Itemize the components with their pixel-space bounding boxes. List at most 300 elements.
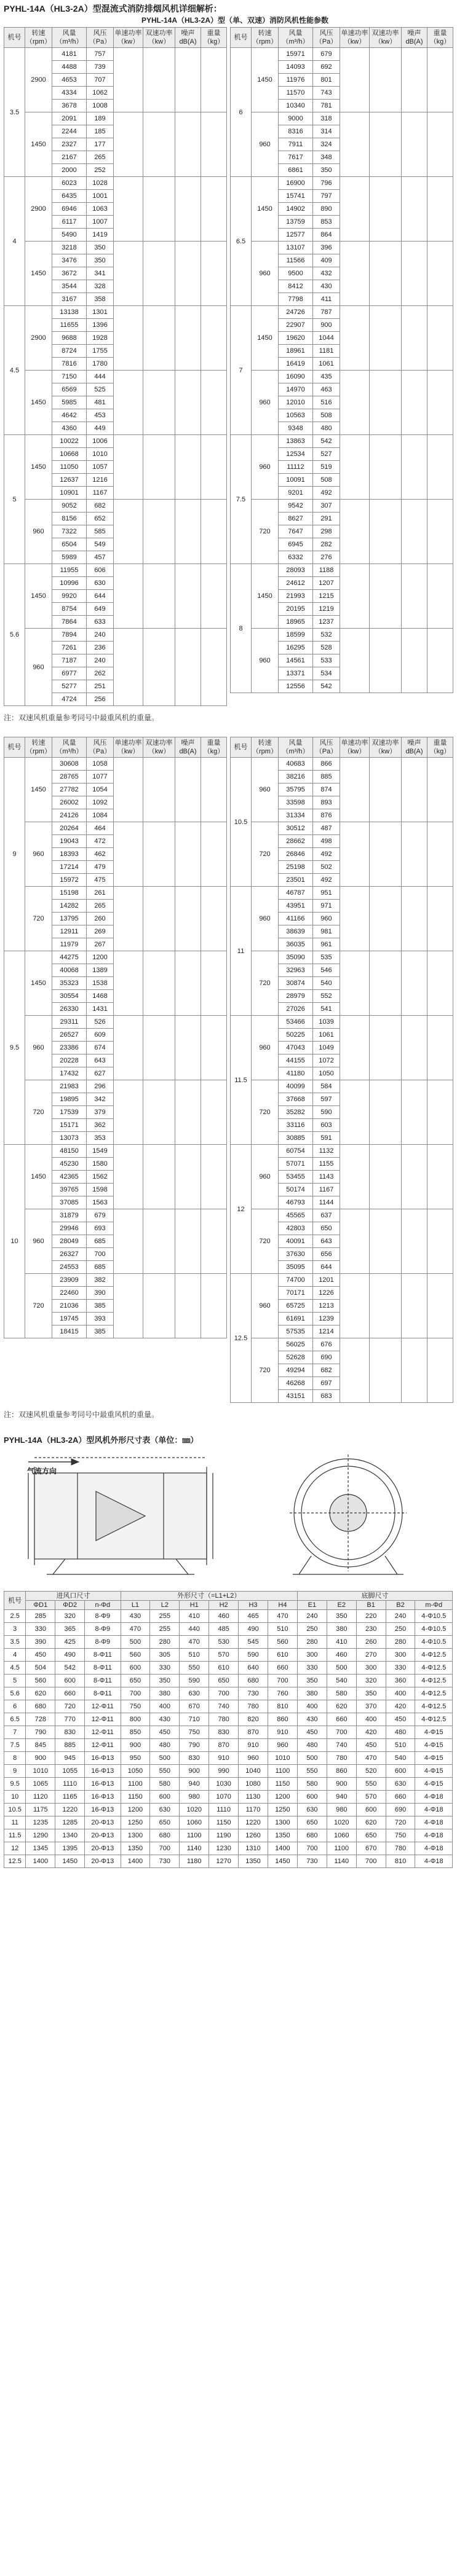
flow-cell: 28049 <box>52 1235 87 1248</box>
dim-cell-h3: 1170 <box>239 1804 268 1816</box>
pressure-cell: 502 <box>313 861 340 874</box>
speed-cell: 960 <box>25 822 52 887</box>
flow-cell: 30874 <box>279 977 313 990</box>
dual-power-cell <box>143 822 175 887</box>
dim-cell-no: 3 <box>4 1623 26 1636</box>
dim-cell-h4: 470 <box>268 1610 297 1623</box>
flow-cell: 7617 <box>279 151 313 164</box>
flow-cell: 23386 <box>52 1042 87 1054</box>
weight-cell <box>427 629 453 693</box>
flow-cell: 5989 <box>52 551 87 564</box>
pressure-cell: 585 <box>87 525 114 538</box>
speed-cell: 1450 <box>252 306 279 371</box>
dim-header-b2: B2 <box>386 1601 415 1610</box>
flow-cell: 5277 <box>52 680 87 693</box>
dim-cell-b1: 520 <box>356 1765 386 1778</box>
pressure-cell: 189 <box>87 112 114 125</box>
dim-cell-b1: 650 <box>356 1829 386 1842</box>
dim-cell-b2: 810 <box>386 1855 415 1868</box>
table-row <box>4 1209 227 1222</box>
dim-cell-no: 12.5 <box>4 1855 26 1868</box>
table-header-row <box>231 28 453 48</box>
pressure-cell: 492 <box>313 874 340 887</box>
flow-cell: 6435 <box>52 190 87 203</box>
dim-cell-b2: 780 <box>386 1842 415 1855</box>
single-power-cell <box>340 1016 370 1080</box>
dim-cell-l1: 750 <box>121 1700 150 1713</box>
pressure-cell: 1188 <box>313 564 340 577</box>
flow-cell: 15972 <box>52 874 87 887</box>
inlet-flange-header: 进风口尺寸 <box>26 1592 121 1601</box>
flow-cell: 43151 <box>279 1390 313 1403</box>
noise-header: 噪声 dB(A) <box>402 28 427 48</box>
single-power-cell <box>340 1338 370 1403</box>
dim-cell-d2: 660 <box>55 1687 85 1700</box>
pressure-cell: 700 <box>87 1248 114 1261</box>
table-header-row <box>4 28 227 48</box>
pressure-cell: 519 <box>313 461 340 474</box>
pressure-cell: 267 <box>87 938 114 951</box>
dual-power-cell <box>143 1145 175 1209</box>
table-row <box>231 177 453 190</box>
dim-cell-l2: 580 <box>150 1778 180 1791</box>
flow-cell: 7816 <box>52 358 87 371</box>
pressure-cell: 444 <box>87 371 114 383</box>
flow-cell: 46793 <box>279 1196 313 1209</box>
dim-header-l1: L1 <box>121 1601 150 1610</box>
pressure-cell: 644 <box>313 1261 340 1274</box>
dim-cell-d1: 1400 <box>26 1855 55 1868</box>
speed-cell: 1450 <box>25 951 52 1016</box>
speed-cell: 720 <box>252 822 279 887</box>
dim-cell-l2: 480 <box>150 1739 180 1752</box>
flow-cell: 42803 <box>279 1222 313 1235</box>
speed-cell: 960 <box>252 887 279 951</box>
dim-cell-l2: 550 <box>150 1765 180 1778</box>
flow-cell: 12577 <box>279 229 313 242</box>
noise-cell <box>402 306 427 371</box>
dim-cell-b2: 720 <box>386 1816 415 1829</box>
dim-cell-l1: 800 <box>121 1713 150 1726</box>
flow-header: 风量（m³/h） <box>52 737 87 758</box>
pressure-cell: 481 <box>87 396 114 409</box>
machine-no-cell: 6 <box>231 48 252 177</box>
dual-power-cell <box>370 1145 402 1209</box>
speed-cell: 960 <box>252 435 279 500</box>
dual-power-cell <box>370 951 402 1016</box>
airflow-arrow <box>28 1459 79 1465</box>
single-power-cell <box>340 306 370 371</box>
pressure-cell: 787 <box>313 306 340 319</box>
pressure-cell: 1780 <box>87 358 114 371</box>
pressure-cell: 1049 <box>313 1042 340 1054</box>
dual-power-cell <box>370 758 402 822</box>
dim-cell-l2: 305 <box>150 1649 180 1662</box>
dim-cell-no: 10.5 <box>4 1804 26 1816</box>
noise-cell <box>175 1016 201 1080</box>
dim-cell-d1: 845 <box>26 1739 55 1752</box>
dim-cell-l1: 1100 <box>121 1778 150 1791</box>
flow-cell: 8156 <box>52 512 87 525</box>
noise-cell <box>175 1209 201 1274</box>
dim-cell-e2: 780 <box>327 1752 356 1765</box>
dim-cell-h4: 1250 <box>268 1804 297 1816</box>
table-row <box>4 1778 453 1791</box>
pressure-cell: 1132 <box>313 1145 340 1158</box>
pressure-cell: 609 <box>87 1029 114 1042</box>
machine-no-header: 机号 <box>4 737 25 758</box>
flow-cell: 35282 <box>279 1106 313 1119</box>
noise-cell <box>402 1145 427 1209</box>
weight-cell <box>427 1338 453 1403</box>
pressure-cell: 430 <box>313 280 340 293</box>
noise-cell <box>402 564 427 629</box>
pressure-cell: 409 <box>313 254 340 267</box>
dim-cell-no: 4.5 <box>4 1662 26 1675</box>
weight-cell <box>201 242 227 306</box>
dim-cell-d1: 728 <box>26 1713 55 1726</box>
dual-power-cell <box>370 435 402 500</box>
noise-cell <box>175 1145 201 1209</box>
weight-cell <box>201 306 227 371</box>
dim-cell-l1: 500 <box>121 1636 150 1649</box>
flow-cell: 4181 <box>52 48 87 61</box>
flow-cell: 12534 <box>279 448 313 461</box>
dim-cell-h2: 460 <box>209 1610 239 1623</box>
machine-no-cell: 5 <box>4 435 25 564</box>
dim-cell-m: 4-Φ18 <box>415 1816 453 1829</box>
noise-cell <box>175 500 201 564</box>
dim-cell-e2: 700 <box>327 1726 356 1739</box>
dim-cell-h4: 910 <box>268 1726 297 1739</box>
flow-cell: 61691 <box>279 1313 313 1325</box>
weight-cell <box>427 48 453 112</box>
single-power-header: 单速功率（kw） <box>114 28 143 48</box>
flow-cell: 18393 <box>52 848 87 861</box>
flow-cell: 7894 <box>52 629 87 642</box>
single-power-cell <box>114 306 143 371</box>
flow-cell: 35795 <box>279 783 313 796</box>
dim-cell-e1: 680 <box>297 1829 327 1842</box>
pressure-cell: 1219 <box>313 603 340 616</box>
dim-cell-h2: 1030 <box>209 1778 239 1791</box>
speed-cell: 720 <box>25 1080 52 1145</box>
pressure-cell: 644 <box>87 590 114 603</box>
pressure-cell: 1144 <box>313 1196 340 1209</box>
flow-cell: 24126 <box>52 809 87 822</box>
weight-cell <box>427 1016 453 1080</box>
single-power-cell <box>114 758 143 822</box>
dim-cell-m: 4-Φ18 <box>415 1804 453 1816</box>
table-row <box>231 758 453 771</box>
flow-cell: 13795 <box>52 913 87 925</box>
weight-note-2: 注：双速风机重量参考同号中最重风机的重量。 <box>4 1410 159 1419</box>
flow-cell: 10996 <box>52 577 87 590</box>
noise-cell <box>402 1274 427 1338</box>
dim-cell-b1: 420 <box>356 1726 386 1739</box>
flow-cell: 26527 <box>52 1029 87 1042</box>
pressure-cell: 1010 <box>87 448 114 461</box>
dual-power-cell <box>143 177 175 242</box>
table-row <box>231 1338 453 1351</box>
dim-cell-h1: 750 <box>180 1726 209 1739</box>
speed-cell: 720 <box>252 1209 279 1274</box>
dim-cell-l1: 1300 <box>121 1829 150 1842</box>
pressure-cell: 541 <box>313 1003 340 1016</box>
pressure-cell: 256 <box>87 693 114 706</box>
flow-cell: 7798 <box>279 293 313 306</box>
dim-cell-d1: 1120 <box>26 1791 55 1804</box>
flow-cell: 6946 <box>52 203 87 216</box>
dim-cell-l2: 400 <box>150 1700 180 1713</box>
noise-cell <box>402 1080 427 1145</box>
dim-cell-h1: 1180 <box>180 1855 209 1868</box>
dim-cell-l2: 255 <box>150 1610 180 1623</box>
dim-cell-m: 4-Φ18 <box>415 1855 453 1868</box>
flow-cell: 33116 <box>279 1119 313 1132</box>
dual-power-cell <box>370 1274 402 1338</box>
pressure-cell: 393 <box>87 1313 114 1325</box>
pressure-cell: 584 <box>313 1080 340 1093</box>
pressure-cell: 652 <box>87 512 114 525</box>
dim-header-l2: L2 <box>150 1601 180 1610</box>
dim-cell-h1: 410 <box>180 1610 209 1623</box>
dim-cell-h4: 560 <box>268 1636 297 1649</box>
dim-cell-h4: 700 <box>268 1675 297 1687</box>
table-row <box>4 1700 453 1713</box>
flow-cell: 28765 <box>52 771 87 783</box>
dual-power-cell <box>143 500 175 564</box>
flow-cell: 3218 <box>52 242 87 254</box>
noise-cell <box>175 177 201 242</box>
dim-cell-h3: 960 <box>239 1752 268 1765</box>
flow-cell: 7150 <box>52 371 87 383</box>
dim-cell-b1: 220 <box>356 1610 386 1623</box>
dim-cell-no: 6 <box>4 1700 26 1713</box>
page-title: PYHL-14A（HL3-2A）型混流式消防排烟风机详细解析： <box>4 4 222 14</box>
pressure-cell: 177 <box>87 138 114 151</box>
dim-cell-h2: 570 <box>209 1649 239 1662</box>
dim-cell-h4: 810 <box>268 1700 297 1713</box>
table-row <box>4 1636 453 1649</box>
weight-header: 重量（kg） <box>427 28 453 48</box>
dim-cell-h2: 485 <box>209 1623 239 1636</box>
flow-cell: 2000 <box>52 164 87 177</box>
dim-cell-b2: 300 <box>386 1649 415 1662</box>
machine-no-cell: 10 <box>4 1145 25 1338</box>
speed-cell: 1450 <box>25 758 52 822</box>
machine-no-cell: 7 <box>231 306 252 435</box>
noise-cell <box>402 48 427 112</box>
pressure-cell: 981 <box>313 925 340 938</box>
dim-cell-l2: 450 <box>150 1726 180 1739</box>
speed-cell: 1450 <box>252 177 279 242</box>
dim-header-b1: B1 <box>356 1601 386 1610</box>
dim-cell-l1: 850 <box>121 1726 150 1739</box>
machine-no-header: 机号 <box>4 1592 26 1610</box>
weight-cell <box>201 177 227 242</box>
table-row <box>4 112 227 125</box>
pressure-cell: 498 <box>313 835 340 848</box>
flow-cell: 28093 <box>279 564 313 577</box>
flow-cell: 13073 <box>52 1132 87 1145</box>
dim-cell-b2: 540 <box>386 1752 415 1765</box>
flow-cell: 6504 <box>52 538 87 551</box>
dim-cell-h4: 860 <box>268 1713 297 1726</box>
flow-cell: 40099 <box>279 1080 313 1093</box>
pressure-cell: 685 <box>87 1235 114 1248</box>
weight-note: 注：双速风机重量参考同号中最重风机的重量。 <box>4 713 159 722</box>
dim-cell-h4: 1150 <box>268 1778 297 1791</box>
speed-cell: 720 <box>25 887 52 951</box>
flow-cell: 37630 <box>279 1248 313 1261</box>
pressure-cell: 435 <box>313 371 340 383</box>
dim-cell-b1: 620 <box>356 1816 386 1829</box>
pressure-cell: 876 <box>313 809 340 822</box>
flow-cell: 14970 <box>279 383 313 396</box>
flow-cell: 16090 <box>279 371 313 383</box>
flow-cell: 25198 <box>279 861 313 874</box>
single-power-cell <box>340 564 370 629</box>
flow-header: 风量（m³/h） <box>279 28 313 48</box>
dim-cell-h2: 990 <box>209 1765 239 1778</box>
dim-cell-h2: 830 <box>209 1726 239 1739</box>
dim-cell-m: 4-Φ18 <box>415 1842 453 1855</box>
flow-cell: 21983 <box>52 1080 87 1093</box>
table-row <box>4 887 227 900</box>
dim-cell-l1: 470 <box>121 1623 150 1636</box>
flow-cell: 43951 <box>279 900 313 913</box>
dim-cell-h2: 1070 <box>209 1791 239 1804</box>
flow-cell: 39765 <box>52 1184 87 1196</box>
table-row <box>4 1804 453 1816</box>
dim-cell-h3: 1130 <box>239 1791 268 1804</box>
pressure-cell: 682 <box>87 500 114 512</box>
dim-cell-d1: 285 <box>26 1610 55 1623</box>
weight-cell <box>201 112 227 177</box>
pressure-cell: 240 <box>87 654 114 667</box>
dim-cell-h3: 820 <box>239 1713 268 1726</box>
pressure-cell: 1431 <box>87 1003 114 1016</box>
dim-cell-h2: 740 <box>209 1700 239 1713</box>
pressure-cell: 679 <box>87 1209 114 1222</box>
table-row <box>4 48 227 61</box>
pressure-cell: 1006 <box>87 435 114 448</box>
flow-cell: 3672 <box>52 267 87 280</box>
dim-cell-h3: 1080 <box>239 1778 268 1791</box>
dim-cell-h3: 640 <box>239 1662 268 1675</box>
flow-cell: 6977 <box>52 667 87 680</box>
dim-cell-d2: 830 <box>55 1726 85 1739</box>
dim-cell-n: 20-Φ13 <box>85 1855 121 1868</box>
weight-header: 重量（kg） <box>201 737 227 758</box>
dual-power-cell <box>143 887 175 951</box>
single-power-cell <box>114 1145 143 1209</box>
dim-cell-n: 16-Φ13 <box>85 1752 121 1765</box>
speed-cell: 720 <box>252 1080 279 1145</box>
dim-cell-e2: 620 <box>327 1700 356 1713</box>
flow-cell: 9688 <box>52 332 87 345</box>
dim-cell-no: 9 <box>4 1765 26 1778</box>
flow-cell: 14282 <box>52 900 87 913</box>
dim-cell-e1: 730 <box>297 1855 327 1868</box>
dim-cell-b1: 450 <box>356 1739 386 1752</box>
dim-cell-d1: 330 <box>26 1623 55 1636</box>
pressure-cell: 1057 <box>87 461 114 474</box>
dim-cell-e2: 410 <box>327 1636 356 1649</box>
dim-header-e2: E2 <box>327 1601 356 1610</box>
pressure-cell: 796 <box>313 177 340 190</box>
fan-drawing-svg <box>4 1448 453 1584</box>
single-power-cell <box>114 629 143 706</box>
flow-cell: 7261 <box>52 642 87 654</box>
dim-cell-b1: 670 <box>356 1842 386 1855</box>
dim-cell-b2: 510 <box>386 1739 415 1752</box>
pressure-cell: 1301 <box>87 306 114 319</box>
dim-header-h2: H2 <box>209 1601 239 1610</box>
dim-cell-d1: 504 <box>26 1662 55 1675</box>
speed-cell: 1450 <box>25 371 52 435</box>
dim-cell-e2: 1060 <box>327 1829 356 1842</box>
dim-cell-d2: 1340 <box>55 1829 85 1842</box>
dim-cell-n: 12-Φ11 <box>85 1739 121 1752</box>
pressure-cell: 885 <box>313 771 340 783</box>
weight-cell <box>427 1274 453 1338</box>
dim-cell-e1: 500 <box>297 1752 327 1765</box>
weight-cell <box>201 371 227 435</box>
flow-cell: 38216 <box>279 771 313 783</box>
pressure-cell: 1755 <box>87 345 114 358</box>
pressure-cell: 951 <box>313 887 340 900</box>
pressure-cell: 679 <box>313 48 340 61</box>
dim-cell-h3: 545 <box>239 1636 268 1649</box>
dim-cell-h1: 1100 <box>180 1829 209 1842</box>
flow-cell: 10901 <box>52 487 87 500</box>
flow-cell: 8754 <box>52 603 87 616</box>
dim-cell-m: 4-Φ15 <box>415 1765 453 1778</box>
table-row <box>4 1829 453 1842</box>
dim-cell-d2: 365 <box>55 1623 85 1636</box>
dim-cell-d1: 620 <box>26 1687 55 1700</box>
pressure-cell: 464 <box>87 822 114 835</box>
speed-cell: 2900 <box>25 48 52 112</box>
dim-cell-e2: 1140 <box>327 1855 356 1868</box>
dim-header-h3: H3 <box>239 1601 268 1610</box>
machine-no-cell: 6.5 <box>231 177 252 306</box>
table-row <box>231 822 453 835</box>
machine-no-cell: 5.6 <box>4 564 25 706</box>
pressure-cell: 382 <box>87 1274 114 1287</box>
single-power-cell <box>114 242 143 306</box>
pressure-cell: 379 <box>87 1106 114 1119</box>
pressure-cell: 893 <box>313 796 340 809</box>
flow-cell: 8627 <box>279 512 313 525</box>
dual-power-cell <box>143 1016 175 1080</box>
table-row <box>4 629 227 642</box>
pressure-cell: 1562 <box>87 1171 114 1184</box>
table-row <box>4 1816 453 1829</box>
dim-cell-l2: 600 <box>150 1791 180 1804</box>
flow-cell: 24612 <box>279 577 313 590</box>
speed-header: 转速（rpm） <box>25 28 52 48</box>
flow-cell: 30885 <box>279 1132 313 1145</box>
dim-cell-h2: 780 <box>209 1713 239 1726</box>
flow-cell: 4488 <box>52 61 87 74</box>
dim-header-d1: ΦD1 <box>26 1601 55 1610</box>
flow-cell: 53455 <box>279 1171 313 1184</box>
speed-cell: 1450 <box>252 48 279 112</box>
dim-cell-h4: 610 <box>268 1649 297 1662</box>
